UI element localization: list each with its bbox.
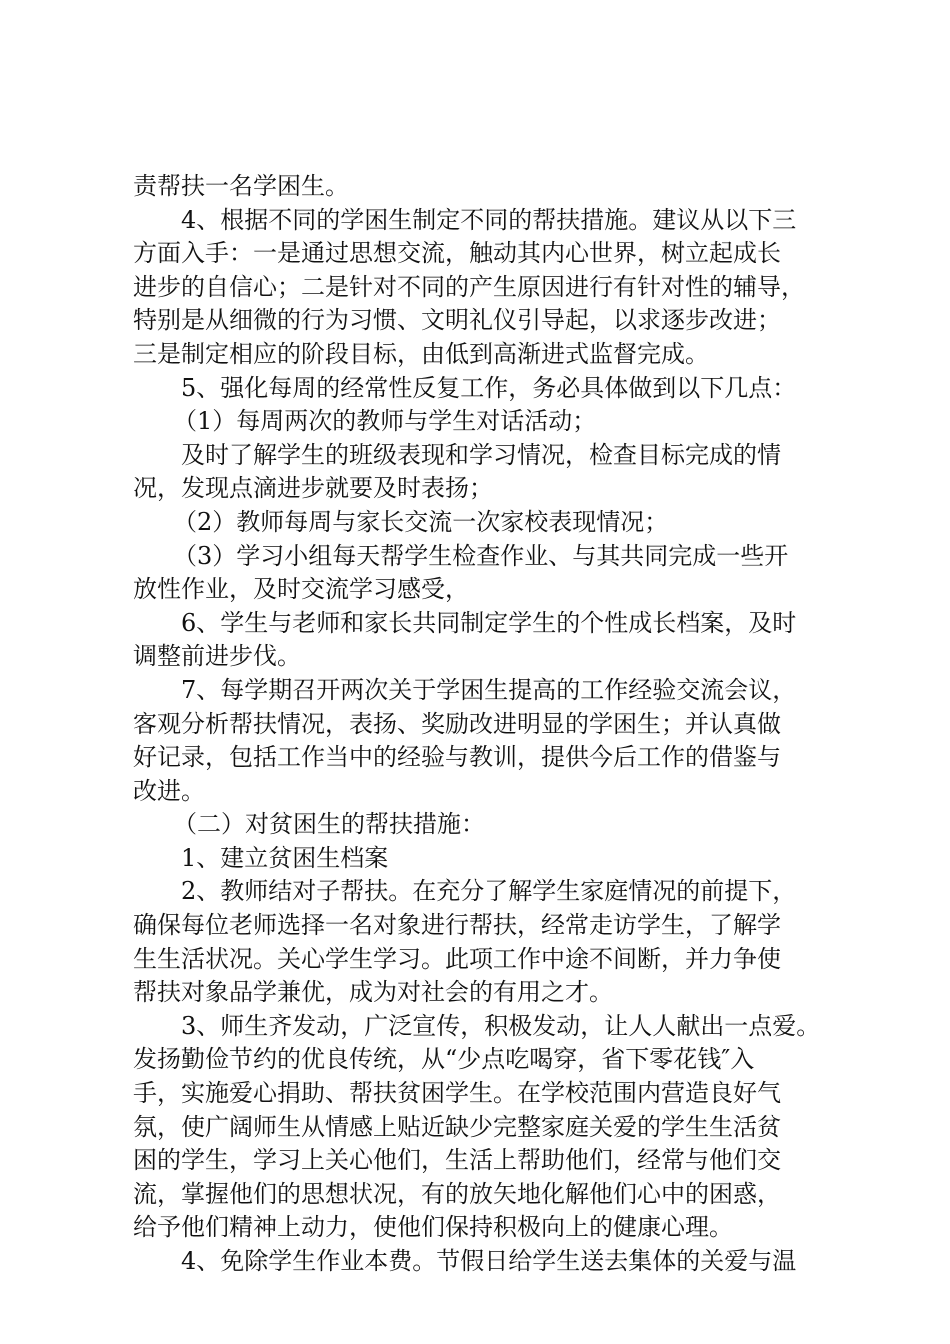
document-body	[133, 170, 833, 1279]
text-line: 生生活状况。关心学生学习。此项工作中途不间断，并力争使	[133, 944, 781, 973]
text-line: （1）每周两次的教师与学生对话活动；	[173, 407, 597, 436]
text-line: 发扬勤俭节约的优良传统，从“少点吃喝穿，省下零花钱″入	[133, 1045, 755, 1074]
text-line: 氛，使广阔师生从情感上贴近缺少完整家庭关爱的学生生活贫	[133, 1112, 781, 1141]
text-line: 帮扶对象品学兼优，成为对社会的有用之才。	[133, 978, 613, 1007]
text-line: 2、教师结对子帮扶。在充分了解学生家庭情况的前提下，	[181, 877, 797, 906]
section-heading: （二）对贫困生的帮扶措施：	[173, 810, 485, 839]
text-line: 客观分析帮扶情况，表扬、奖励改进明显的学困生；并认真做	[133, 709, 781, 738]
text-line: （2）教师每周与家长交流一次家校表现情况；	[173, 507, 669, 536]
text-line: 调整前进步伐。	[133, 642, 301, 671]
text-line: 确保每位老师选择一名对象进行帮扶，经常走访学生，了解学	[133, 911, 781, 940]
text-line: 改进。	[133, 776, 205, 805]
text-line: 3、师生齐发动，广泛宣传，积极发动，让人人献出一点爱。	[181, 1011, 821, 1040]
text-line: 1、建立贫困生档案	[181, 843, 389, 872]
text-line: 困的学生，学习上关心他们，生活上帮助他们，经常与他们交	[133, 1146, 781, 1175]
text-line: 手，实施爱心捐助、帮扶贫困学生。在学校范围内营造良好气	[133, 1079, 781, 1108]
text-line: 及时了解学生的班级表现和学习情况，检查目标完成的情	[181, 440, 781, 469]
text-line: 5、强化每周的经常性反复工作，务必具体做到以下几点：	[181, 373, 797, 402]
text-line: 放性作业，及时交流学习感受，	[133, 575, 469, 604]
text-line: 4、免除学生作业本费。节假日给学生送去集体的关爱与温	[181, 1247, 797, 1275]
text-line: 7、每学期召开两次关于学困生提高的工作经验交流会议，	[181, 675, 797, 704]
text-line: 好记录，包括工作当中的经验与教训，提供今后工作的借鉴与	[133, 743, 781, 772]
text-line: 流，掌握他们的思想状况，有的放矢地化解他们心中的困惑，	[133, 1179, 781, 1208]
text-line: 况，发现点滴进步就要及时表扬；	[133, 474, 493, 503]
text-line: 4、根据不同的学困生制定不同的帮扶措施。建议从以下三	[181, 205, 797, 234]
text-line: 责帮扶一名学困生。	[133, 172, 349, 200]
text-line: （3）学习小组每天帮学生检查作业、与其共同完成一些开	[173, 541, 789, 570]
text-line: 特别是从细微的行为习惯、文明礼仪引导起，以求逐步改进；	[133, 306, 781, 335]
text-line: 给予他们精神上动力，使他们保持积极向上的健康心理。	[133, 1213, 733, 1242]
text-line: 三是制定相应的阶段目标，由低到高渐进式监督完成。	[133, 339, 709, 368]
text-line: 进步的自信心；二是针对不同的产生原因进行有针对性的辅导，	[133, 272, 805, 301]
text-line: 方面入手：一是通过思想交流，触动其内心世界，树立起成长	[133, 239, 781, 268]
text-line: 6、学生与老师和家长共同制定学生的个性成长档案，及时	[181, 608, 797, 637]
